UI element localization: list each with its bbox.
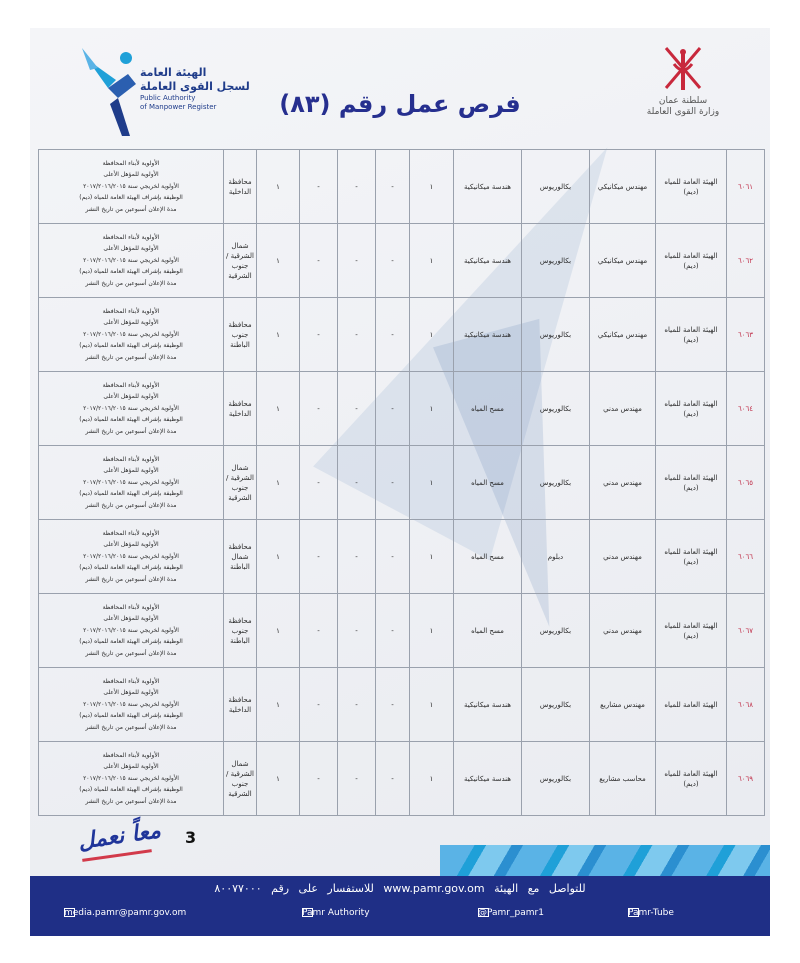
requirement-line: الأولوية لخريجي سنة ٢٠١٧/٢٠١٦/٢٠١٥ — [83, 404, 179, 412]
governorate-cell: محافظة الداخلية — [224, 372, 257, 446]
logo-english-line1: Public Authority — [140, 94, 196, 102]
website-link[interactable]: www.pamr.gov.om — [383, 882, 485, 895]
count-cell: - — [376, 742, 410, 816]
qualification-cell: بكالوريوس — [522, 668, 590, 742]
requirements-cell — [39, 446, 224, 520]
specialization-cell: مسح المياه — [454, 446, 522, 520]
count-cell: - — [338, 520, 376, 594]
governorate-cell: محافظة الداخلية — [224, 668, 257, 742]
requirement-line: الوظيفة بإشراف الهيئة العامة للمياه (ديم) — [79, 638, 183, 646]
governorate-cell: شمال الشرقية / جنوب الشرقية — [224, 224, 257, 298]
count-cell: ١ — [410, 150, 454, 224]
count-cell: - — [376, 298, 410, 372]
count-cell: ١ — [410, 298, 454, 372]
count-cell: - — [300, 520, 338, 594]
table-row — [39, 372, 765, 446]
job-title-cell: مهندس ميكانيكي — [590, 298, 656, 372]
count-cell: - — [300, 150, 338, 224]
footer-contact-line — [30, 882, 770, 895]
requirements-cell — [39, 150, 224, 224]
count-cell: ١ — [410, 446, 454, 520]
footer-social-line — [30, 908, 770, 928]
count-cell: - — [376, 372, 410, 446]
requirement-line: مدة الإعلان أسبوعين من تاريخ النشر — [85, 279, 177, 287]
count-cell: - — [338, 668, 376, 742]
count-cell: - — [376, 150, 410, 224]
specialization-cell: هندسة ميكانيكية — [454, 150, 522, 224]
count-cell: - — [300, 742, 338, 816]
count-cell: ١ — [410, 594, 454, 668]
table-row — [39, 594, 765, 668]
count-cell: - — [338, 372, 376, 446]
count-cell: ١ — [410, 742, 454, 816]
job-title-cell: مهندس مدني — [590, 520, 656, 594]
requirement-line: الأولوية لأبناء المحافظة — [102, 751, 160, 759]
specialization-cell: هندسة ميكانيكية — [454, 668, 522, 742]
job-number: ٦٠٦٧ — [727, 594, 765, 668]
table-row — [39, 668, 765, 742]
logo-arabic-line2: لسجل القوى العاملة — [140, 80, 250, 93]
count-cell: - — [376, 594, 410, 668]
qualification-cell: بكالوريوس — [522, 150, 590, 224]
logo-arabic-line1: الهيئة العامة — [140, 66, 207, 79]
count-cell: - — [300, 594, 338, 668]
requirement-line: مدة الإعلان أسبوعين من تاريخ النشر — [85, 427, 177, 435]
phone-number[interactable]: ٨٠٠٧٧٠٠٠ — [214, 882, 262, 895]
phone-label: للاستفسار على رقم — [271, 882, 374, 895]
job-title-cell: مهندس مشاريع — [590, 668, 656, 742]
requirement-line: الأولوية للمؤهل الأعلى — [103, 467, 159, 475]
requirements-cell — [39, 594, 224, 668]
count-cell: - — [376, 668, 410, 742]
email-text: media.pamr@pamr.gov.om — [64, 908, 187, 918]
table-row — [39, 742, 765, 816]
count-cell: - — [300, 298, 338, 372]
requirement-line: الأولوية لأبناء المحافظة — [102, 455, 160, 463]
count-cell: ١ — [410, 668, 454, 742]
requirement-line: الأولوية للمؤهل الأعلى — [103, 615, 159, 623]
employer-cell: الهيئة العامة للمياه (ديم) — [656, 594, 727, 668]
requirement-line: مدة الإعلان أسبوعين من تاريخ النشر — [85, 353, 177, 361]
qualification-cell: بكالوريوس — [522, 224, 590, 298]
requirement-line: مدة الإعلان أسبوعين من تاريخ النشر — [85, 501, 177, 509]
governorate-cell: محافظة جنوب الباطنة — [224, 594, 257, 668]
requirement-line: الأولوية لأبناء المحافظة — [102, 233, 160, 241]
count-cell: - — [338, 594, 376, 668]
job-number: ٦٠٦٩ — [727, 742, 765, 816]
job-title-cell: مهندس مدني — [590, 372, 656, 446]
employer-cell: الهيئة العامة للمياه (ديم) — [656, 150, 727, 224]
employer-cell: الهيئة العامة للمياه (ديم) — [656, 446, 727, 520]
qualification-cell: بكالوريوس — [522, 372, 590, 446]
specialization-cell: مسح المياه — [454, 520, 522, 594]
employer-cell: الهيئة العامة للمياه (ديم) — [656, 224, 727, 298]
requirement-line: الأولوية لأبناء المحافظة — [102, 159, 160, 167]
count-cell: - — [338, 224, 376, 298]
job-announcement-page — [30, 28, 770, 936]
requirement-line: الوظيفة بإشراف الهيئة العامة للمياه (ديم) — [79, 416, 183, 424]
requirement-line: الأولوية لخريجي سنة ٢٠١٧/٢٠١٦/٢٠١٥ — [83, 700, 179, 708]
count-cell: - — [300, 446, 338, 520]
count-cell: - — [376, 446, 410, 520]
requirement-line: الأولوية لأبناء المحافظة — [102, 603, 160, 611]
governorate-cell: محافظة شمال الباطنة — [224, 520, 257, 594]
requirement-line: الأولوية للمؤهل الأعلى — [103, 245, 159, 253]
job-title-cell: مهندس مدني — [590, 594, 656, 668]
requirement-line: الأولوية لأبناء المحافظة — [102, 307, 160, 315]
logo-english-line2: of Manpower Register — [140, 103, 217, 111]
job-number: ٦٠٦٢ — [727, 224, 765, 298]
count-cell: - — [338, 150, 376, 224]
requirements-cell — [39, 742, 224, 816]
requirement-line: الأولوية لخريجي سنة ٢٠١٧/٢٠١٦/٢٠١٥ — [83, 256, 179, 264]
requirement-line: الأولوية لخريجي سنة ٢٠١٧/٢٠١٦/٢٠١٥ — [83, 626, 179, 634]
employer-cell: الهيئة العامة للمياه (ديم) — [656, 742, 727, 816]
job-number: ٦٠٦٥ — [727, 446, 765, 520]
tube-text: Pamr-Tube — [628, 908, 674, 918]
requirements-cell — [39, 520, 224, 594]
count-cell: - — [376, 224, 410, 298]
total-cell: ١ — [257, 150, 300, 224]
requirements-cell — [39, 298, 224, 372]
job-number: ٦٠٦١ — [727, 150, 765, 224]
oman-emblem-icon — [660, 42, 706, 96]
count-cell: ١ — [410, 520, 454, 594]
specialization-cell: هندسة ميكانيكية — [454, 224, 522, 298]
total-cell: ١ — [257, 446, 300, 520]
requirement-line: الوظيفة بإشراف الهيئة العامة للمياه (ديم) — [79, 786, 183, 794]
ministry-logo — [618, 42, 748, 142]
jobs-table — [38, 149, 765, 816]
employer-cell: الهيئة العامة للمياه (ديم) — [656, 298, 727, 372]
job-number: ٦٠٦٦ — [727, 520, 765, 594]
requirement-line: مدة الإعلان أسبوعين من تاريخ النشر — [85, 205, 177, 213]
requirement-line: الوظيفة بإشراف الهيئة العامة للمياه (ديم) — [79, 490, 183, 498]
job-title-cell: محاسب مشاريع — [590, 742, 656, 816]
brand-logo: معاً نعمل — [76, 818, 163, 855]
page-title: فرص عمل رقم (٨٣) — [279, 90, 521, 118]
job-title-cell: مهندس ميكانيكي — [590, 150, 656, 224]
requirement-line: الوظيفة بإشراف الهيئة العامة للمياه (ديم) — [79, 564, 183, 572]
requirements-cell — [39, 372, 224, 446]
specialization-cell: مسح المياه — [454, 594, 522, 668]
facebook-text: Pamr Authority — [302, 908, 370, 918]
employer-cell: الهيئة العامة للمياه — [656, 668, 727, 742]
total-cell: ١ — [257, 224, 300, 298]
qualification-cell: بكالوريوس — [522, 594, 590, 668]
footer-bar — [30, 876, 770, 936]
specialization-cell: مسح المياه — [454, 372, 522, 446]
qualification-cell: بكالوريوس — [522, 742, 590, 816]
table-row — [39, 446, 765, 520]
job-number: ٦٠٦٤ — [727, 372, 765, 446]
table-row — [39, 224, 765, 298]
table-row — [39, 150, 765, 224]
specialization-cell: هندسة ميكانيكية — [454, 742, 522, 816]
employer-cell: الهيئة العامة للمياه (ديم) — [656, 372, 727, 446]
page-number: 3 — [185, 828, 197, 847]
requirement-line: الأولوية للمؤهل الأعلى — [103, 393, 159, 401]
job-number: ٦٠٦٨ — [727, 668, 765, 742]
requirement-line: الوظيفة بإشراف الهيئة العامة للمياه (ديم) — [79, 712, 183, 720]
total-cell: ١ — [257, 298, 300, 372]
twitter-text: @Pamr_pamr1 — [478, 908, 544, 918]
total-cell: ١ — [257, 594, 300, 668]
requirement-line: مدة الإعلان أسبوعين من تاريخ النشر — [85, 723, 177, 731]
governorate-cell: شمال الشرقية / جنوب الشرقية — [224, 742, 257, 816]
requirement-line: الوظيفة بإشراف الهيئة العامة للمياه (ديم) — [79, 342, 183, 350]
requirement-line: الأولوية للمؤهل الأعلى — [103, 319, 159, 327]
qualification-cell: دبلوم — [522, 520, 590, 594]
count-cell: - — [338, 742, 376, 816]
count-cell: - — [300, 668, 338, 742]
count-cell: ١ — [410, 224, 454, 298]
job-title-cell: مهندس مدني — [590, 446, 656, 520]
governorate-cell: شمال الشرقية / جنوب الشرقية — [224, 446, 257, 520]
contact-label: للتواصل مع الهيئة — [494, 882, 586, 895]
requirement-line: الوظيفة بإشراف الهيئة العامة للمياه (ديم) — [79, 194, 183, 202]
specialization-cell: هندسة ميكانيكية — [454, 298, 522, 372]
ministry-line1: سلطنة عمان — [658, 96, 708, 106]
employer-cell: الهيئة العامة للمياه (ديم) — [656, 520, 727, 594]
governorate-cell: محافظة جنوب الباطنة — [224, 298, 257, 372]
requirement-line: الأولوية لخريجي سنة ٢٠١٧/٢٠١٦/٢٠١٥ — [83, 182, 179, 190]
requirement-line: مدة الإعلان أسبوعين من تاريخ النشر — [85, 649, 177, 657]
count-cell: - — [338, 298, 376, 372]
requirement-line: الأولوية لخريجي سنة ٢٠١٧/٢٠١٦/٢٠١٥ — [83, 330, 179, 338]
table-row — [39, 298, 765, 372]
total-cell: ١ — [257, 742, 300, 816]
requirement-line: الأولوية لأبناء المحافظة — [102, 529, 160, 537]
requirement-line: الأولوية للمؤهل الأعلى — [103, 541, 159, 549]
footer-stripes — [440, 845, 770, 879]
count-cell: - — [300, 224, 338, 298]
qualification-cell: بكالوريوس — [522, 298, 590, 372]
total-cell: ١ — [257, 372, 300, 446]
job-number: ٦٠٦٣ — [727, 298, 765, 372]
total-cell: ١ — [257, 668, 300, 742]
requirement-line: الأولوية لخريجي سنة ٢٠١٧/٢٠١٦/٢٠١٥ — [83, 552, 179, 560]
requirements-cell — [39, 224, 224, 298]
requirement-line: الأولوية للمؤهل الأعلى — [103, 171, 159, 179]
requirement-line: مدة الإعلان أسبوعين من تاريخ النشر — [85, 575, 177, 583]
governorate-cell: محافظة الداخلية — [224, 150, 257, 224]
requirement-line: الوظيفة بإشراف الهيئة العامة للمياه (ديم) — [79, 268, 183, 276]
requirement-line: الأولوية لأبناء المحافظة — [102, 381, 160, 389]
total-cell: ١ — [257, 520, 300, 594]
job-title-cell: مهندس ميكانيكي — [590, 224, 656, 298]
table-row — [39, 520, 765, 594]
count-cell: - — [338, 446, 376, 520]
count-cell: ١ — [410, 372, 454, 446]
ministry-line2: وزارة القوى العاملة — [646, 107, 720, 117]
requirement-line: مدة الإعلان أسبوعين من تاريخ النشر — [85, 797, 177, 805]
requirement-line: الأولوية للمؤهل الأعلى — [103, 763, 159, 771]
requirements-cell — [39, 668, 224, 742]
requirement-line: الأولوية لخريجي سنة ٢٠١٧/٢٠١٦/٢٠١٥ — [83, 478, 179, 486]
qualification-cell: بكالوريوس — [522, 446, 590, 520]
requirement-line: الأولوية لأبناء المحافظة — [102, 677, 160, 685]
count-cell: - — [376, 520, 410, 594]
requirement-line: الأولوية للمؤهل الأعلى — [103, 689, 159, 697]
count-cell: - — [300, 372, 338, 446]
requirement-line: الأولوية لخريجي سنة ٢٠١٧/٢٠١٦/٢٠١٥ — [83, 774, 179, 782]
